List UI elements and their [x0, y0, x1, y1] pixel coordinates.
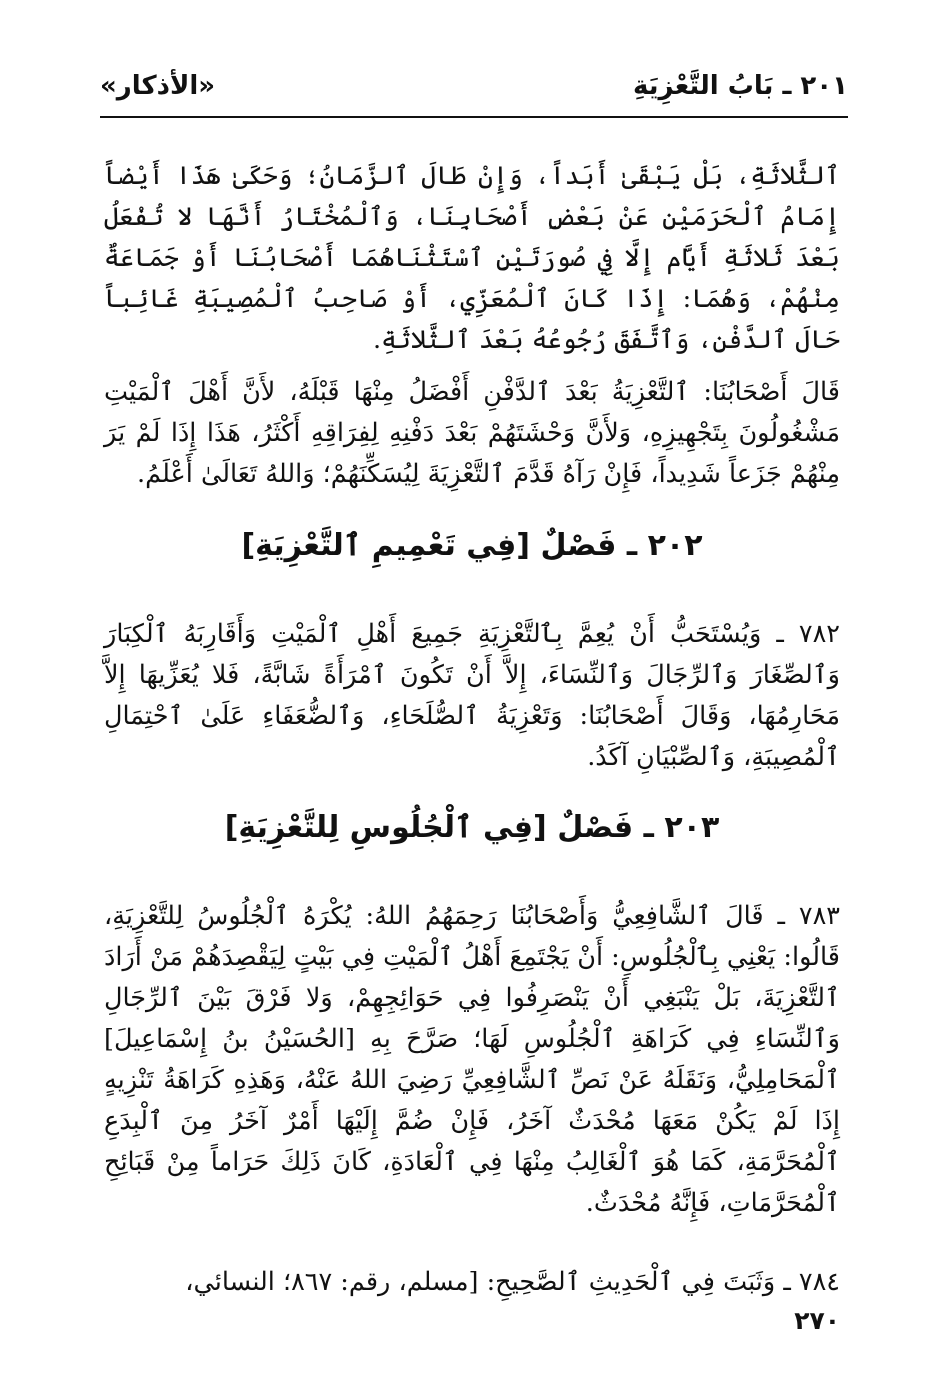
chapter-title: ٢٠١ ـ بَابُ التَّعْزِيَةِ	[633, 71, 848, 101]
paragraph-782: ٧٨٢ ـ وَيُسْتَحَبُّ أَنْ يُعِمَّ بِٱلتَّعْزِيَةِ جَمِيعَ أَهْلِ ٱلْمَيْتِ وَأَقَارِبَهُ ٱلْكِبَارَ وَٱلصِّغَارَ وَٱلرِّجَالَ وَٱلنِّسَاءَ، إِلاَّ أَنْ تَكُونَ ٱمْرَأَةً شَابَّةً، فَلا يُعَزِّيهَا إِلاَّ مَحَارِمُهَا، وَقَالَ أَصْحَابُنَا: وَتَعْزِيَةُ ٱلصُّلَحَاءِ، وَٱلضُّعَفَاءِ عَلَىٰ ٱحْتِمَالِ ٱلْمُصِيبَةِ، وَٱلصِّبْيَانِ آكَدُ.	[104, 618, 840, 772]
book-title: «الأذكار»	[100, 71, 216, 101]
section-heading-202: ٢٠٢ ـ فَصْلٌ [فِي تَعْمِيمِ ٱلتَّعْزِيَةِ]	[241, 528, 703, 563]
paragraph-2: قَالَ أَصْحَابُنَا: ٱلتَّعْزِيَةُ بَعْدَ ٱلدَّفْنِ أَفْضَلُ مِنْهَا قَبْلَهُ، لأَنَّ أَهْلَ ٱلْمَيْتِ مَشْغُولُونَ بِتَجْهِيزِهِ، وَلأَنَّ وَحْشَتَهُمْ بَعْدَ دَفْنِهِ لِفِرَاقِهِ أَكْثَرُ، هَذَا إِذَا لَمْ يَرَ مِنْهُمْ جَزَعاً شَدِيداً، فَإِنْ رَآهُ قَدَّمَ ٱلتَّعْزِيَةَ لِيُسَكِّنَهُمْ؛ وَاللهُ تَعَالَىٰ أَعْلَمُ.	[104, 376, 840, 489]
running-header	[100, 58, 848, 114]
section-heading-203: ٢٠٣ ـ فَصْلٌ [فِي ٱلْجُلُوسِ لِلتَّعْزِيَةِ]	[224, 810, 720, 845]
paragraph-784: ٧٨٤ ـ وَثَبَتَ فِي ٱلْحَدِيثِ ٱلصَّحِيحِ: [مسلم، رقم: ٨٦٧؛ النسائي،	[185, 1266, 840, 1297]
paragraph-1: ٱلثَّلاثَةِ، بَلْ يَبْقَىٰ أَبَداً، وَإِنْ طَالَ ٱلزَّمَانُ؛ وَحَكَىٰ هَذَا أَيْضاً إِمَامُ ٱلْحَرَمَيْنِ عَنْ بَعْضِ أَصْحَابِنَا، وَٱلْمُخْتَارُ أَنَّهَا لا تُفْعَلُ بَعْدَ ثَلاثَةِ أَيَّام إِلَّا فِي صُورَتَيْنِ ٱسْتَثْنَاهُمَا أَصْحَابُنَا أَوْ جَمَاعَةٌ مِنْهُمْ، وَهُمَا: إِذَا كَانَ ٱلْمُعَزِّي، أَوْ صَاحِبُ ٱلْمُصِيبَةِ غَائِباً حَالَ ٱلدَّفْنِ، وَٱتَّفَقَ رُجُوعُهُ بَعْدَ ٱلثَّلاثَةِ.	[104, 160, 840, 355]
page-number: ٢٧٠	[794, 1306, 840, 1335]
header-rule	[100, 116, 848, 118]
paragraph-783: ٧٨٣ ـ قَالَ ٱلشَّافِعِيُّ وَأَصْحَابُنَا رَحِمَهُمُ اللهُ: يُكْرَهُ ٱلْجُلُوسُ لِلتَّعْزِيَةِ، قَالُوا: يَعْنِي بِٱلْجُلُوسِ: أَنْ يَجْتَمِعَ أَهْلُ ٱلْمَيْتِ فِي بَيْتٍ لِيَقْصِدَهُمْ مَنْ أَرَادَ ٱلتَّعْزِيَةَ، بَلْ يَنْبَغِي أَنْ يَنْصَرِفُوا فِي حَوَائِجِهِمْ، وَلا فَرْقَ بَيْنَ ٱلرِّجَالِ وَٱلنِّسَاءِ فِي كَرَاهَةِ ٱلْجُلُوسِ لَهَا؛ صَرَّحَ بِهِ [الحُسَيْنُ بنُ إِسْمَاعِيلَ] ٱلْمَحَامِلِيُّ، وَنَقَلَهُ عَنْ نَصِّ ٱلشَّافِعِيِّ رَضِيَ اللهُ عَنْهُ، وَهَذِهِ كَرَاهَةُ تَنْزِيهٍ إِذَا لَمْ يَكُنْ مَعَهَا مُحْدَثٌ آخَرُ، فَإِنْ ضُمَّ إِلَيْهَا أَمْرٌ آخَرُ مِنَ ٱلْبِدَعِ ٱلْمُحَرَّمَةِ، كَمَا هُوَ ٱلْغَالِبُ مِنْهَا فِي ٱلْعَادَةِ، كَانَ ذَلِكَ حَرَاماً مِنْ قَبَائِحِ ٱلْمُحَرَّمَاتِ، فَإِنَّهُ مُحْدَثٌ.	[104, 900, 840, 1218]
